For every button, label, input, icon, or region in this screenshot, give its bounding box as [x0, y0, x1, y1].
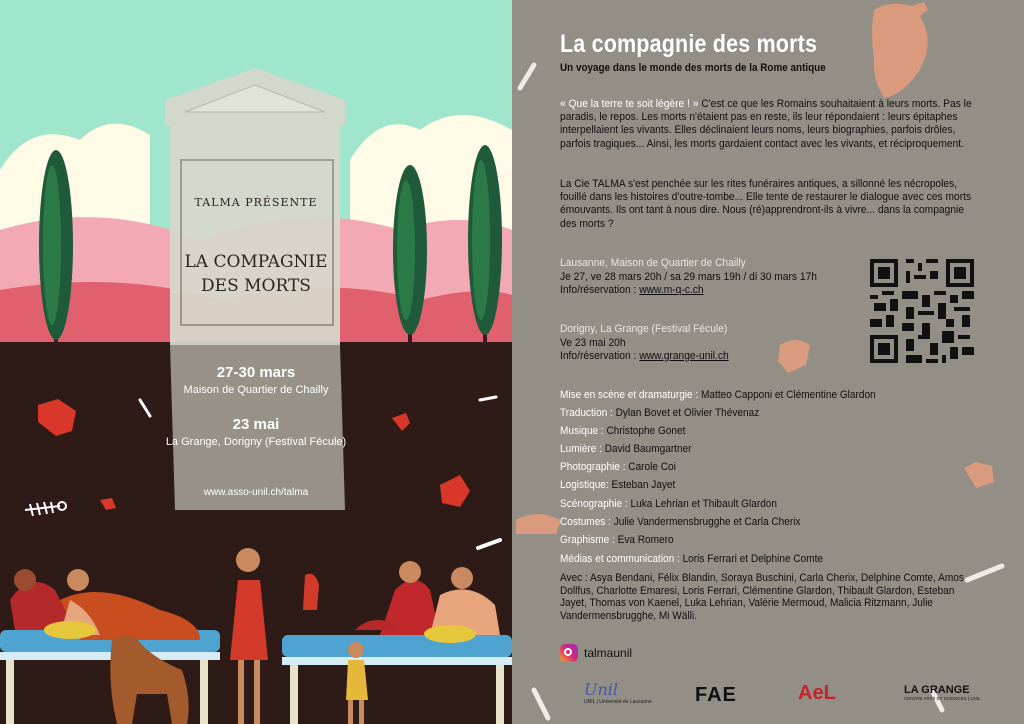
poster-url[interactable]: www.asso-unil.ch/talma: [203, 487, 309, 498]
credit-line: Graphisme : Eva Romero: [560, 534, 674, 546]
credit-line: Musique : Christophe Gonet: [560, 425, 686, 437]
poster-title-line1: LA COMPAGNIE: [184, 252, 328, 272]
instagram-icon: [560, 644, 578, 662]
credit-line: Mise en scène et dramaturgie : Matteo Capponi et Clémentine Glardon: [560, 389, 876, 401]
cast-label: Avec :: [560, 572, 591, 584]
credit-line: Traduction : Dylan Bovet et Olivier Thévenaz: [560, 407, 760, 419]
la-grange-logo: LA GRANGE CENTRE ARTS ET SCIENCES | UNIL: [904, 684, 981, 701]
credit-line: Costumes : Julie Vandermensbrugghe et Carla Cherix: [560, 516, 801, 528]
cast-list: [560, 572, 983, 622]
credit-line: Lumière : David Baumgartner: [560, 443, 692, 455]
intro-text: C'est ce que les Romains souhaitaient à leurs morts. Pas le paradis, le repos. Les morts n'étaient pas en reste, ils leur répondaient : leurs épitaphes interpellaient les vivants. Elles déclinaient leurs noms, leurs biographies, parfois drôles, parfois tragiques... Ainsi, les morts gardaient contact avec les vivants, et réciproquement.: [560, 98, 972, 150]
credit-line: Scénographie : Luka Lehrian et Thibault Glardon: [560, 498, 778, 510]
qr-code[interactable]: [870, 259, 974, 363]
fae-logo: FAE: [695, 684, 737, 706]
venue-dorigny: [560, 323, 729, 364]
credit-line: Médias et communication : Loris Ferrari et Delphine Comte: [560, 553, 824, 565]
ael-logo: AeL: [798, 682, 836, 704]
venue-name: Lausanne, Maison de Quartier de Chailly: [560, 257, 746, 269]
instagram-link[interactable]: [560, 642, 632, 664]
qr-code-icon: [870, 259, 974, 363]
poster-dates-2: 23 mai: [232, 416, 280, 433]
poster-dates-1: 27-30 mars: [216, 364, 296, 381]
poster-venue-1: Maison de Quartier de Chailly: [183, 384, 329, 396]
poster-title-line2: DES MORTS: [201, 276, 311, 296]
intro-quote: « Que la terre te soit légère ! »: [560, 98, 699, 110]
cast-names: Asya Bendani, Félix Blandin, Soraya Buschini, Carla Cherix, Delphine Comte, Amos Dollfus, Charlotte Emaresi, Loris Ferrari, Clémentine Glardon, Thibault Glardon, Esteban Jayet, Thomas von Kaenel, Luka Lehrian, Valérie Mermoud, Malicia Ritzmann, Julie Vandermensbrugghe, Mi Wälli.: [560, 572, 964, 622]
amphora-icon: [303, 574, 319, 610]
info-label: Info/réservation :: [560, 284, 640, 296]
venue-lausanne: [560, 257, 817, 298]
amphora-icon: [872, 2, 928, 98]
info-label: Info/réservation :: [560, 350, 640, 362]
credit-line: Logistique: Esteban Jayet: [560, 479, 676, 491]
instagram-handle: talmaunil: [584, 646, 633, 660]
unil-logo: Unil UNIL | Université de Lausanne: [584, 680, 652, 705]
poster-venue-2: La Grange, Dorigny (Festival Fécule): [165, 436, 347, 448]
grange-link[interactable]: www.grange-unil.ch: [639, 350, 729, 362]
intro-paragraph: [560, 98, 974, 151]
company-paragraph: La Cie TALMA s'est penchée sur les rites funéraires antiques, a sillonné les nécropoles, fouillé dans les histoires d'outre-tombe... Elle tente de restaurer le dialogue avec ces morts émouvants. Ils ont tant à nous dire. Nous (ré)apprendront-ils à vivre... dans la compagnie des morts ?: [560, 178, 972, 230]
presents-text: TALMA PRÉSENTE: [194, 196, 318, 209]
info-subtitle: Un voyage dans le monde des morts de la Rome antique: [560, 62, 826, 74]
info-panel: [512, 0, 1024, 724]
credit-line: Photographie : Carole Coi: [560, 461, 676, 473]
venue-dates: Je 27, ve 28 mars 20h / sa 29 mars 19h / di 30 mars 17h: [560, 270, 818, 283]
mqc-link[interactable]: www.m-q-c.ch: [639, 284, 704, 296]
venue-name: Dorigny, La Grange (Festival Fécule): [560, 323, 728, 335]
info-title: La compagnie des morts: [560, 30, 818, 58]
venue-dates: Ve 23 mai 20h: [560, 336, 626, 349]
